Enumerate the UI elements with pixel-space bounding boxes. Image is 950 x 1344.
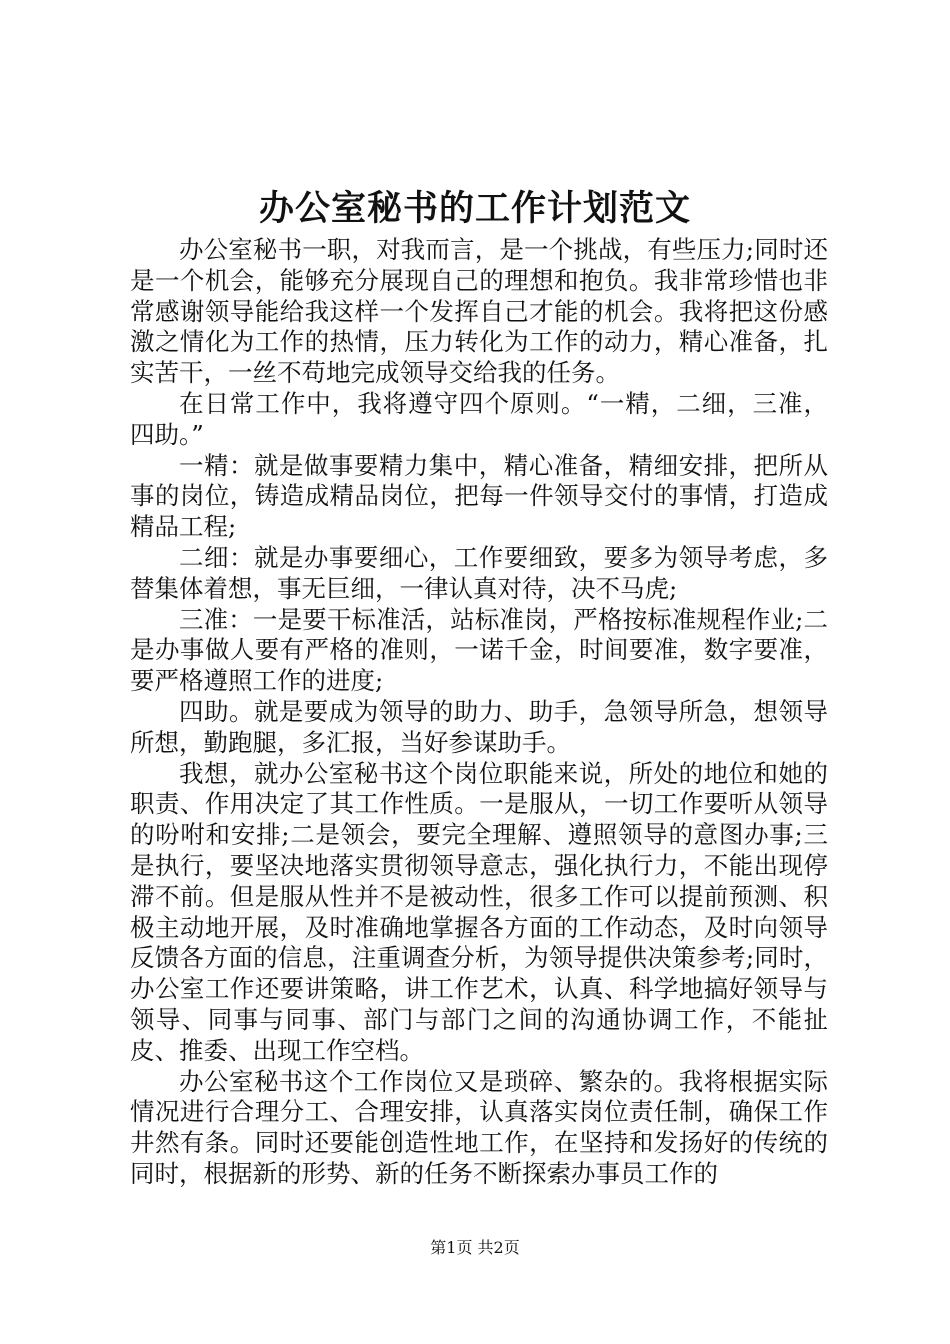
paragraph-intro: 办公室秘书一职，对我而言，是一个挑战，有些压力;同时还是一个机会，能够充分展现自己的理想和抱负。我非常珍惜也非常感谢领导能给我这样一个发挥自己才能的机会。我将把这份感激之情化为工作的热情，压力转化为工作的动力，精心准备，扎实苦干，一丝不苟地完成领导交给我的任务。 xyxy=(130,235,828,388)
paragraph-principles: 在日常工作中，我将遵守四个原则。“一精，二细，三准，四助。” xyxy=(130,388,828,449)
paragraph-sizhu: 四助。就是要成为领导的助力、助手，急领导所急，想领导所想，勤跑腿，多汇报，当好参谋助手。 xyxy=(130,696,828,757)
paragraph-work-arrangement: 办公室秘书这个工作岗位又是琐碎、繁杂的。我将根据实际情况进行合理分工、合理安排，认真落实岗位责任制，确保工作井然有条。同时还要能创造性地工作，在坚持和发扬好的传统的同时，根据新的形势、新的任务不断探索办事员工作的 xyxy=(130,1066,828,1188)
paragraph-erxi: 二细：就是办事要细心，工作要细致，要多为领导考虑，多替集体着想，事无巨细，一律认真对待，决不马虎; xyxy=(130,542,828,603)
paragraph-yijing: 一精：就是做事要精力集中，精心准备，精细安排，把所从事的岗位，铸造成精品岗位，把每一件领导交付的事情，打造成精品工程; xyxy=(130,450,828,542)
document-title: 办公室秘书的工作计划范文 xyxy=(258,188,691,229)
paragraph-sanzhun: 三准：一是要干标准活，站标准岗，严格按标准规程作业;二是办事做人要有严格的准则，一诺千金，时间要准，数字要准，要严格遵照工作的进度; xyxy=(130,604,828,696)
page-footer: 第1页 共2页 xyxy=(430,1238,520,1257)
paragraph-role-nature: 我想，就办公室秘书这个岗位职能来说，所处的地位和她的职责、作用决定了其工作性质。一是服从，一切工作要听从领导的吩咐和安排;二是领会，要完全理解、遵照领导的意图办事;三是执行，要坚决地落实贯彻领导意志，强化执行力，不能出现停滞不前。但是服从性并不是被动性，很多工作可以提前预测、积极主动地开展，及时准确地掌握各方面的工作动态，及时向领导反馈各方面的信息，注重调查分析，为领导提供决策参考;同时，办公室工作还要讲策略，讲工作艺术，认真、科学地搞好领导与领导、同事与同事、部门与部门之间的沟通协调工作，不能扯皮、推委、出现工作空档。 xyxy=(130,758,828,1065)
document-body xyxy=(130,235,828,1190)
